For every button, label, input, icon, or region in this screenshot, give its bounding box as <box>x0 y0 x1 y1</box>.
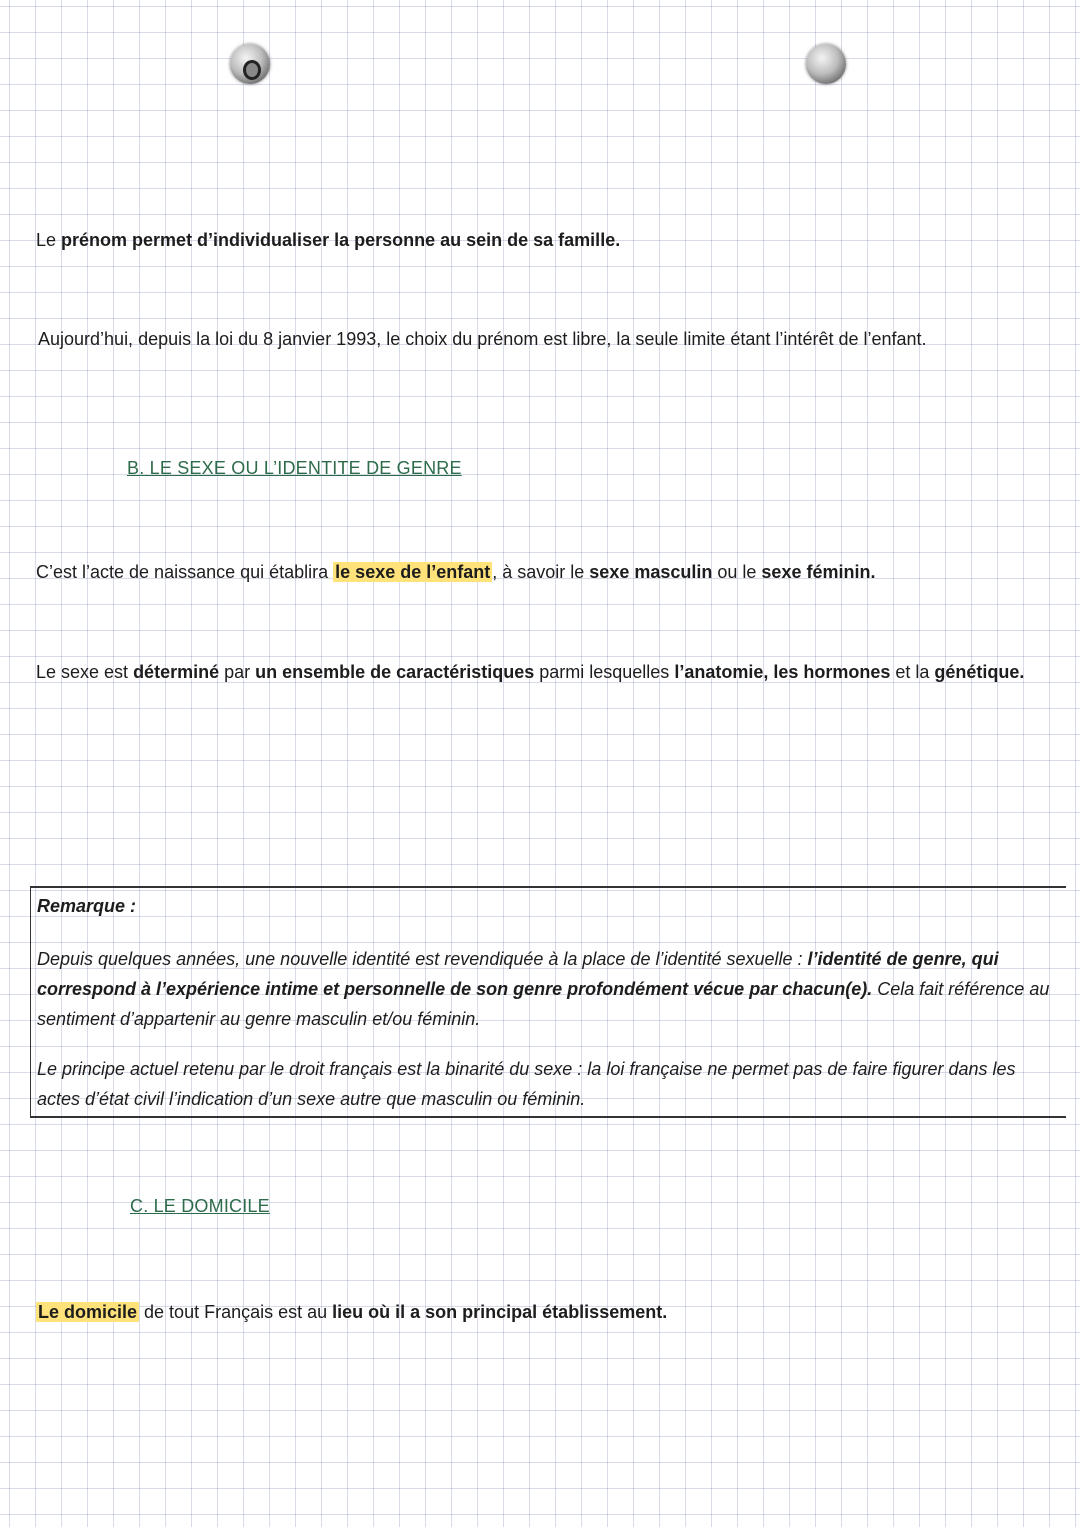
section-heading-sexe: B. LE SEXE OU L’IDENTITE DE GENRE <box>127 458 462 478</box>
paragraph-choix-prenom: Aujourd’hui, depuis la loi du 8 janvier 1993, le choix du prénom est libre, la seule limite étant l’intérêt de l’enfant. <box>38 329 927 349</box>
paragraph-acte-naissance: C’est l’acte de naissance qui établira le sexe de l’enfant , à savoir le sexe masculin ou le sexe féminin. <box>36 562 876 582</box>
paragraph-domicile: Le domicile de tout Français est au lieu où il a son principal établissement. <box>38 1302 668 1322</box>
section-heading-domicile: C. LE DOMICILE <box>130 1196 270 1216</box>
remark-box <box>30 886 1066 1118</box>
remark-title: Remarque : <box>37 896 137 916</box>
paragraph-prenom: Le prénom permet d’individualiser la personne au sein de sa famille. <box>36 230 621 250</box>
paragraph-sexe-determine: Le sexe est déterminé par un ensemble de caractéristiques parmi lesquelles l’anatomie, les hormones et la génétique. <box>36 662 1025 682</box>
binder-hole-left <box>230 44 270 84</box>
binder-hole-right <box>806 44 846 84</box>
remark-paragraph-identite-genre: Depuis quelques années, une nouvelle identité est revendiquée à la place de l’identité sexuelle : l’identité de genre, qui correspond à l’expérience intime et personnelle de son genre profondément vécue par chacun(e). Cela fait référence au sentiment d’appartenir au genre masculin et/ou féminin. <box>37 949 1050 1029</box>
remark-paragraph-binarite: Le principe actuel retenu par le droit français est la binarité du sexe : la loi française ne permet pas de faire figurer dans les actes d’état civil l’indication d’un sexe autre que masculin ou féminin. <box>37 1059 1016 1109</box>
